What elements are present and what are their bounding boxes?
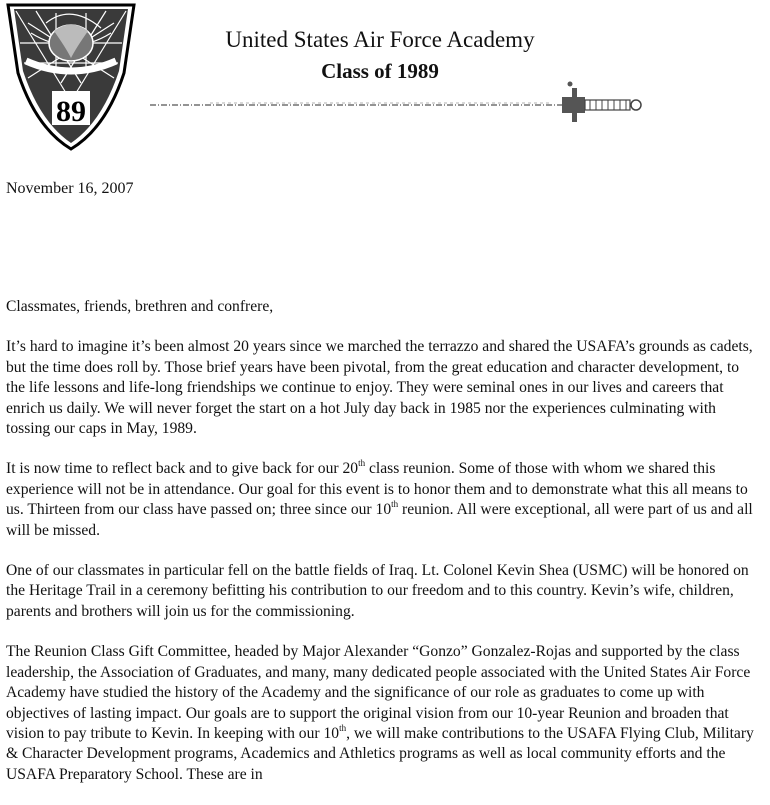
paragraph-1: It’s hard to imagine it’s been almost 20 years since we marched the terrazzo and shared the USAFA’s grounds as cadets, but the time does roll by. Those brief years have been pivotal, from the great education and character development, to the life lessons and life-long friendships we continue to enjoy. They were seminal ones in our lives and careers that enrich us daily. We will never forget the start on a hot July day back in 1985 nor the experiences culminating with tossing our caps in May, 1989.	[6, 338, 753, 438]
letter-date: November 16, 2007	[6, 180, 134, 197]
salutation: Classmates, friends, brethren and confrere,	[6, 298, 274, 315]
paragraph-4: The Reunion Class Gift Committee, headed by Major Alexander “Gonzo” Gonzalez-Rojas and supported by the class leadership, the Association of Graduates, and many, many dedicated people associated with the United States Air Force Academy have studied the history of the Academy and the significance of our role as graduates to come up with objectives of lasting impact. Our goals are to support the original vision from our 10-year Reunion and broaden that vision to pay tribute to Kevin. In keeping with our 10th, we will make contributions to the USAFA Flying Club, Military & Character Development programs, Academics and Athletics programs as well as local community efforts and the USAFA Preparatory School. These are in	[6, 643, 754, 783]
sword-divider	[150, 80, 650, 130]
crest-year: 89	[56, 95, 86, 128]
paragraph-3: One of our classmates in particular fell on the battle fields of Iraq. Lt. Colonel Kevin Shea (USMC) will be honored on the Heritage Trail in a ceremony befitting his contribution to our freedom and to this country. Kevin’s wife, children, parents and brothers will join us for the commissioning.	[6, 562, 749, 620]
class-title: Class of 1989	[321, 59, 439, 83]
letter-body	[6, 297, 758, 805]
paragraph-2: It is now time to reflect back and to give back for our 20th class reunion. Some of those with whom we shared this experience will not be in attendance. Our goal for this event is to honor them and to demonstrate what this all means to us. Thirteen from our class have passed on; three since our 10th reunion. All were exceptional, all were part of us and all will be missed.	[6, 458, 753, 539]
institution-name: United States Air Force Academy	[225, 27, 535, 52]
